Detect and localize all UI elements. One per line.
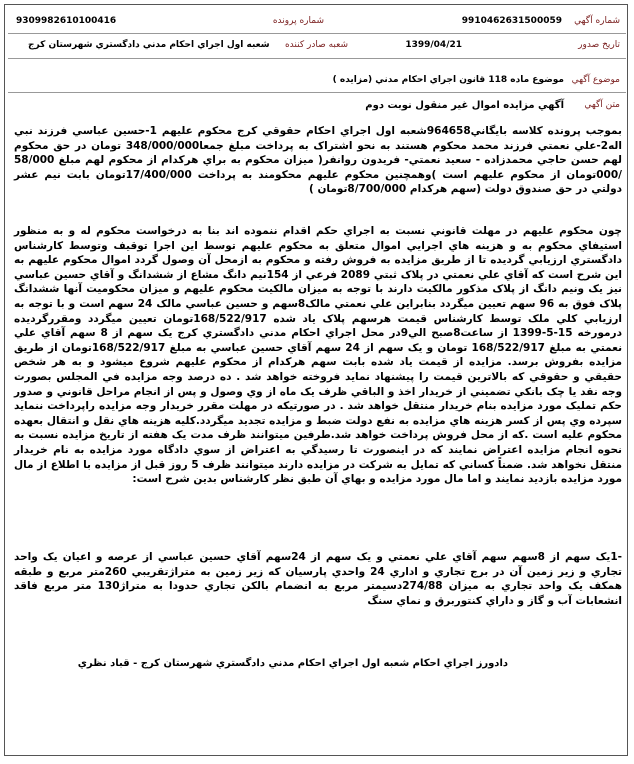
case-number: 9309982610100416: [16, 16, 117, 26]
section-divider: [8, 92, 626, 93]
issue-date-label: تاريخ صدور: [578, 40, 620, 50]
notice-number-label: شماره آگهي: [574, 16, 620, 26]
header-divider: [8, 58, 626, 59]
signature: دادورز اجراي احکام شعبه اول اجراي احکام مدني دادگستري شهرستان کرج - قباد نظري: [77, 658, 508, 669]
notice-number: 9910462631500059: [461, 16, 562, 26]
subject: موضوع ماده 118 قانون اجراي احکام مدني (مزايده ): [332, 75, 564, 85]
issue-date: 1399/04/21: [405, 40, 462, 50]
notice-paragraph-1: بموجب پرونده کلاسه بايگاني964658شعبه اول اجراي احکام حقوقي کرج محکوم عليهم 1-حسين عباسي فرزند نبي اله2-علي نعمتي فرزند محمد محکوم هستند به نحو اشتراک به پرداخت مبلغ جمعا348/000/000 تومان در حق محکوم لهم حسن حاجي محمدزاده - سعيد نعمتي- فريدون روانفر( ميزان محکوم به براي هرکدام از محکوم لهم مبلغ 58/000 /000تومان از محکوم عليهم است )وهمچنين محکوم عليهم محکومند به پرداخت 17/400/000تومان بابت نيم عشر دولتي در حق صندوق دولت (سهم هرکدام 8/700/000تومان ): [14, 125, 622, 196]
notice-headline: آگهي مزايده اموال غير منقول نوبت دوم: [365, 100, 564, 111]
header-divider: [8, 33, 626, 34]
case-number-label: شماره پرونده: [272, 16, 324, 26]
body-label: متن آگهي: [584, 100, 620, 110]
property-description: -1يک سهم از 8سهم سهم آقاي علي نعمتي و يک سهم از 24سهم آقاي حسين عباسي از عرصه و اعيان يک واحد تجاري و زير زمين آن در برج تجاري و اداري 24 واحدي پارسيان که زير زمين به متراژتقريبي 260متر مربع و طبقه همکف يک واحد تجاري به ميزان 274/88دسيمتر مربع به انضمام بالکن تجاري حدودا به متراژ130 متر مربع فاقد انشعابات آب و گاز و داراي کنتوربرق و نماي سنگ: [14, 551, 622, 607]
issuing-branch: شعبه اول اجراي احکام مدني دادگستري شهرستان کرج: [28, 40, 270, 50]
subject-label: موضوع آگهي: [571, 75, 620, 85]
notice-paragraph-2: چون محکوم عليهم در مهلت قانوني نسبت به اجراي حکم اقدام ننموده اند بنا به درخواست محکوم له و به منظور استيفاي محکوم به و هزينه هاي اجرايي اموال متعلق به محکوم عليهم توسط اين اجرا توقيف وتوسط کارشناس دادگستري ارزيابي گرديده تا از طريق مزايده به فروش رفته و محکوم به ازمحل آن وصول گردد اموال محکوم عليهم به اين شرح است که آقاي علي نعمتي در پلاک ثبتي 2089 فرعي از 154نيم دانگ مشاع از ششدانگ و آقاي حسين عباسي نيز يک ونيم دانگ از پلاک مذکور مالکيت دارند با توجه به ميزان مالکيت محکوم عليهم و ميزان محکوميت آنها ششدانگ پلاک فوق به 96 سهم تعيين ميگردد بنابراين علي نعمتي مالک8سهم و حسين عباسي مالک 24 سهم است و با توجه به ارزيابي کلي ملک توسط کارشناس قيمت هرسهم پلاک ياد شده 168/522/917تومان تعيين ميگردد ومقررگرديده درمورخه 15-5-1399 از ساعت8صبح الي9در محل اجراي احکام مدني دادگستري کرج يک سهم از 8 سهم آقاي علي نعمتي به مبلغ 168/522/917 تومان و يک سهم از 24 سهم آقاي حسين عباسي به مبلغ 168/522/917تومان از طريق مزايده بفروش برسد. مزايده از قيمت ياد شده بابت سهم هرکدام از محکوم عليهم شروع ميشود و به هر شخص حقيقي و حقوقي که بالاترين قيمت را پيشنهاد نمايد فروخته خواهد شد . ده درصد وجه مزايده في المجلس بصورت وجه نقد يا چک بانکي تضميني از خريدار اخذ و الباقي ظرف يک ماه از وي وصول و پس از انجام مراحل قانوني و صدور حکم تمليک مورد مزايده بنام خريدار منتقل خواهد شد . در صورتيکه در مهلت مقرر خريدار وجه مزايده راپرداخت ننمايد سپرده وي پس از کسر هزينه هاي مزايده به نفع دولت ضبط و مزايده تجديد ميگردد.کليه هزينه هاي نقل و انتقال بعهده محکوم عليه است .که از محل فروش پرداخت خواهد شد.طرفين ميتوانند ظرف مدت يک هفته از تاريخ مزايده نسبت به نحوه انجام مزايده اعتراض نمايند که در اينصورت تا رسيدگي به اعتراض از سوي دادگاه مورد مزايده به نام خريدار منتقل نخواهد شد. ضمناً کساني که تمايل به شرکت در مزايده دارند ميتوانند ظرف 5 روز قبل از مزايده با اطلاع از مال مورد مزايده بازديد نمايند و اما مال مورد مزايده و بهاي آن طبق نظر کارشناس بدين شرح است:: [14, 225, 623, 486]
issuing-branch-label: شعبه صادر کننده: [284, 40, 348, 50]
